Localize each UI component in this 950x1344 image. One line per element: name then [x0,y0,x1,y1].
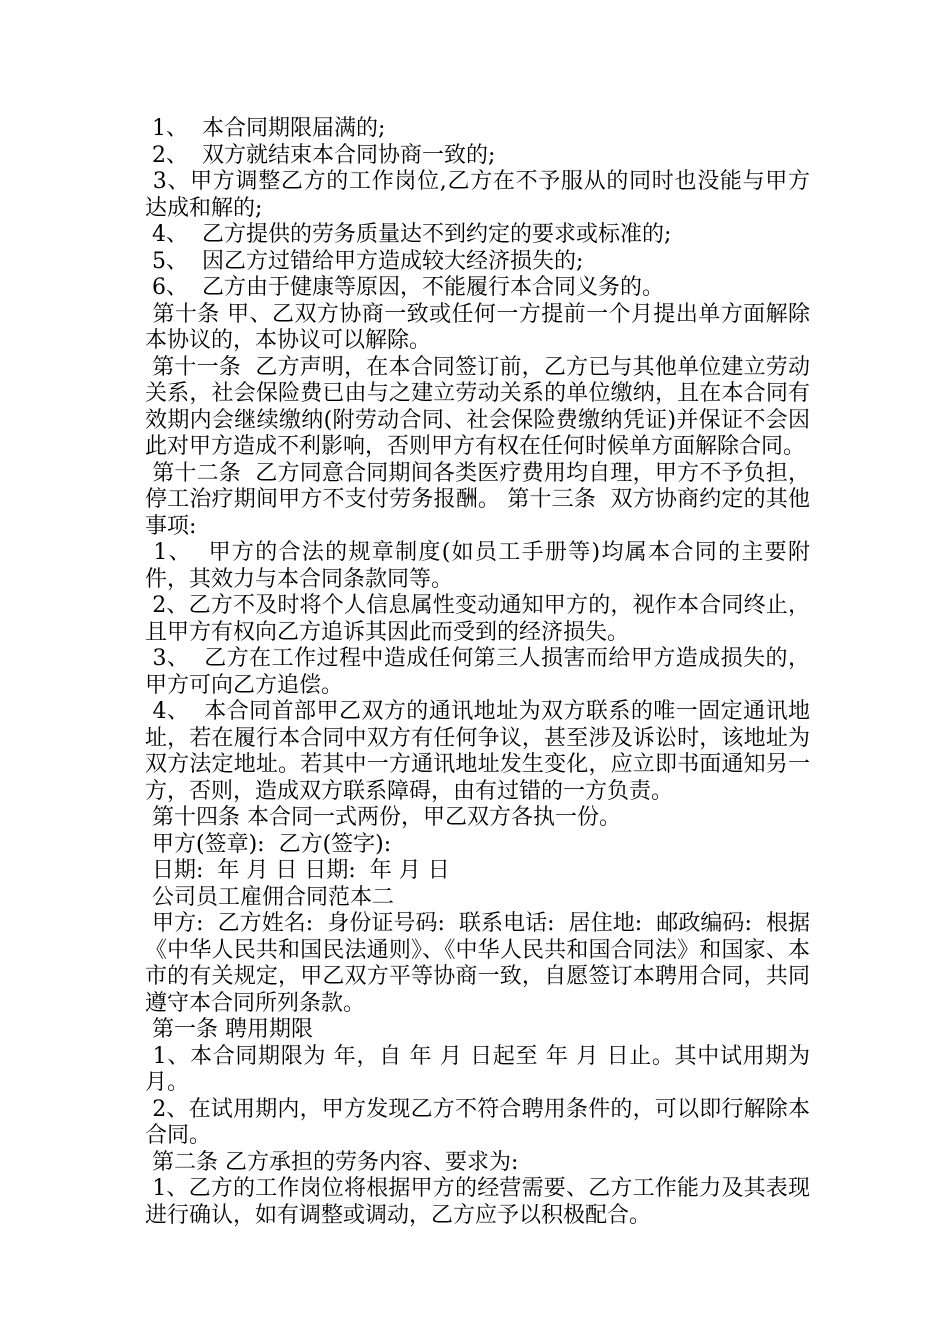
paragraph: 第十条 甲、乙双方协商一致或任何一方提前一个月提出单方面解除本协议的，本协议可以解除。 [145,301,810,353]
paragraph: 5、 因乙方过错给甲方造成较大经济损失的; [145,248,584,274]
paragraph: 3、甲方调整乙方的工作岗位,乙方在不予服从的同时也没能与甲方达成和解的; [145,169,810,221]
article-heading: 第一条 聘用期限 [145,1017,313,1042]
article-heading: 第二条 乙方承担的劳务内容、要求为: [145,1149,519,1175]
signature-line: 甲方(签章): 乙方(签字): [145,831,392,857]
paragraph: 第十四条 本合同一式两份，甲乙双方各执一份。 [145,805,621,830]
paragraph: 2、 双方就结束本合同协商一致的; [145,142,496,168]
date-line: 日期: 年 月 日 日期: 年 月 日 [145,858,450,883]
paragraph: 4、 本合同首部甲乙双方的通讯地址为双方联系的唯一固定通讯地址，若在履行本合同中双方有任何争议，甚至涉及诉讼时，该地址为双方法定地址。若其中一方通讯地址发生变化，应立即书面通知另一方，否则，造成双方联系障碍，由有过错的一方负责。 [145,699,810,804]
paragraph: 1、 本合同期限届满的; [145,116,386,141]
paragraph: 2、乙方不及时将个人信息属性变动通知甲方的，视作本合同终止，且甲方有权向乙方追诉其因此而受到的经济损失。 [145,593,811,645]
paragraph: 6、 乙方由于健康等原因，不能履行本合同义务的。 [145,275,664,300]
paragraph: 2、在试用期内，甲方发现乙方不符合聘用条件的，可以即行解除本合同。 [145,1096,811,1148]
paragraph: 1、 甲方的合法的规章制度(如员工手册等)均属本合同的主要附件，其效力与本合同条款同等。 [145,540,810,592]
paragraph: 甲方: 乙方姓名: 身份证号码: 联系电话: 居住地: 邮政编码: 根据《中华人民共和国民法通则》、《中华人民共和国合同法》和国家、本市的有关规定，甲乙双方平等协商一致，自愿签订本聘用合同，共同遵守本合同所列条款。 [145,911,810,1016]
paragraph: 4、 乙方提供的劳务质量达不到约定的要求或标准的; [145,222,672,247]
paragraph: 1、乙方的工作岗位将根据甲方的经营需要、乙方工作能力及其表现进行确认，如有调整或调动，乙方应予以积极配合。 [145,1176,811,1228]
paragraph: 第十一条 乙方声明，在本合同签订前，乙方已与其他单位建立劳动关系，社会保险费已由与之建立劳动关系的单位缴纳，且在本合同有效期内会继续缴纳(附劳动合同、社会保险费缴纳凭证)并保证不会因此对甲方造成不利影响，否则甲方有权在任何时候单方面解除合同。 [145,354,810,459]
paragraph: 3、 乙方在工作过程中造成任何第三人损害而给甲方造成损失的，甲方可向乙方追偿。 [145,646,810,698]
document-page [145,116,817,1229]
paragraph: 第十二条 乙方同意合同期间各类医疗费用均自理，甲方不予负担，停工治疗期间甲方不支付劳务报酬。 第十三条 双方协商约定的其他事项: [145,460,810,539]
section-title: 公司员工雇佣合同范本二 [145,884,395,910]
paragraph: 1、本合同期限为 年，自 年 月 日起至 年 月 日止。其中试用期为 月。 [145,1043,817,1095]
